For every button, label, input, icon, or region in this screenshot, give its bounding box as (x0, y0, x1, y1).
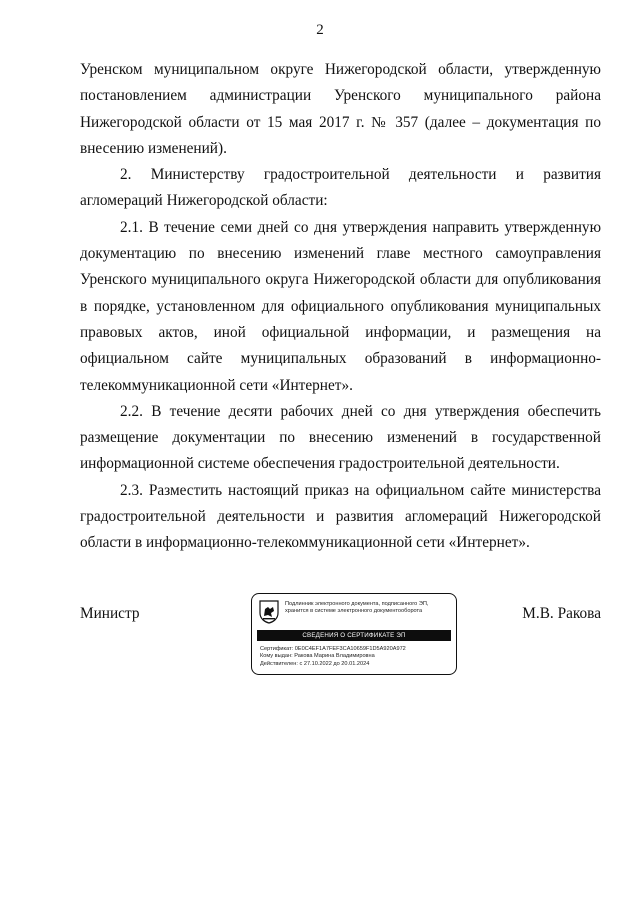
paragraph-continuation: Уренском муниципальном округе Нижегородской области, утвержденную постановлением администрации Уренского муниципального района Нижегородской области от 15 мая 2017 г. № 357 (далее – документация по внесению изменений). (80, 61, 601, 157)
stamp-notice-line-1: Подлинник электронного документа, подписанного ЭП, (285, 601, 429, 607)
document-body (80, 57, 601, 557)
signatory-position: Министр (80, 605, 140, 622)
stamp-header (257, 600, 451, 624)
stamp-notice-line-2: хранится в системе электронного документооборота (285, 608, 423, 614)
certificate-validity: Действителен: с 27.10.2022 до 20.01.2024 (260, 660, 370, 667)
electronic-signature-stamp (251, 593, 457, 675)
signatory-name: М.В. Ракова (522, 605, 601, 622)
certificate-owner: Кому выдан: Ракова Марина Владимировна (260, 653, 375, 660)
paragraph-item-2-3: 2.3. Разместить настоящий приказ на официальном сайте министерства градостроительной деятельности и развития агломераций Нижегородской области в информационно-телекоммуникационной сети «Интернет». (80, 481, 601, 552)
coat-of-arms-icon (259, 600, 279, 624)
page-number: 2 (316, 22, 324, 38)
stamp-notice (285, 601, 451, 615)
stamp-details (260, 646, 452, 668)
stamp-title-bar: СВЕДЕНИЯ О СЕРТИФИКАТЕ ЭП (257, 630, 451, 641)
paragraph-item-2-1: 2.1. В течение семи дней со дня утверждения направить утвержденную документацию по внесению изменений главе местного самоуправления Уренского муниципального округа Нижегородской области для опубликования в порядке, установленном для официального опубликования муниципальных правовых актов, иной официальной информации, и размещения на официальном сайте муниципальных образований в информационно-телекоммуникационной сети «Интернет». (80, 218, 601, 394)
paragraph-item-2: 2. Министерству градостроительной деятельности и развития агломераций Нижегородской области: (80, 166, 601, 210)
certificate-number: Сертификат: 0E0C4EF1A7FEF3CA10659F1D5A920A972 (260, 646, 406, 652)
paragraph-item-2-2: 2.2. В течение десяти рабочих дней со дня утверждения обеспечить размещение документации по внесению изменений в государственной информационной системе обеспечения градостроительной деятельности. (80, 402, 601, 473)
